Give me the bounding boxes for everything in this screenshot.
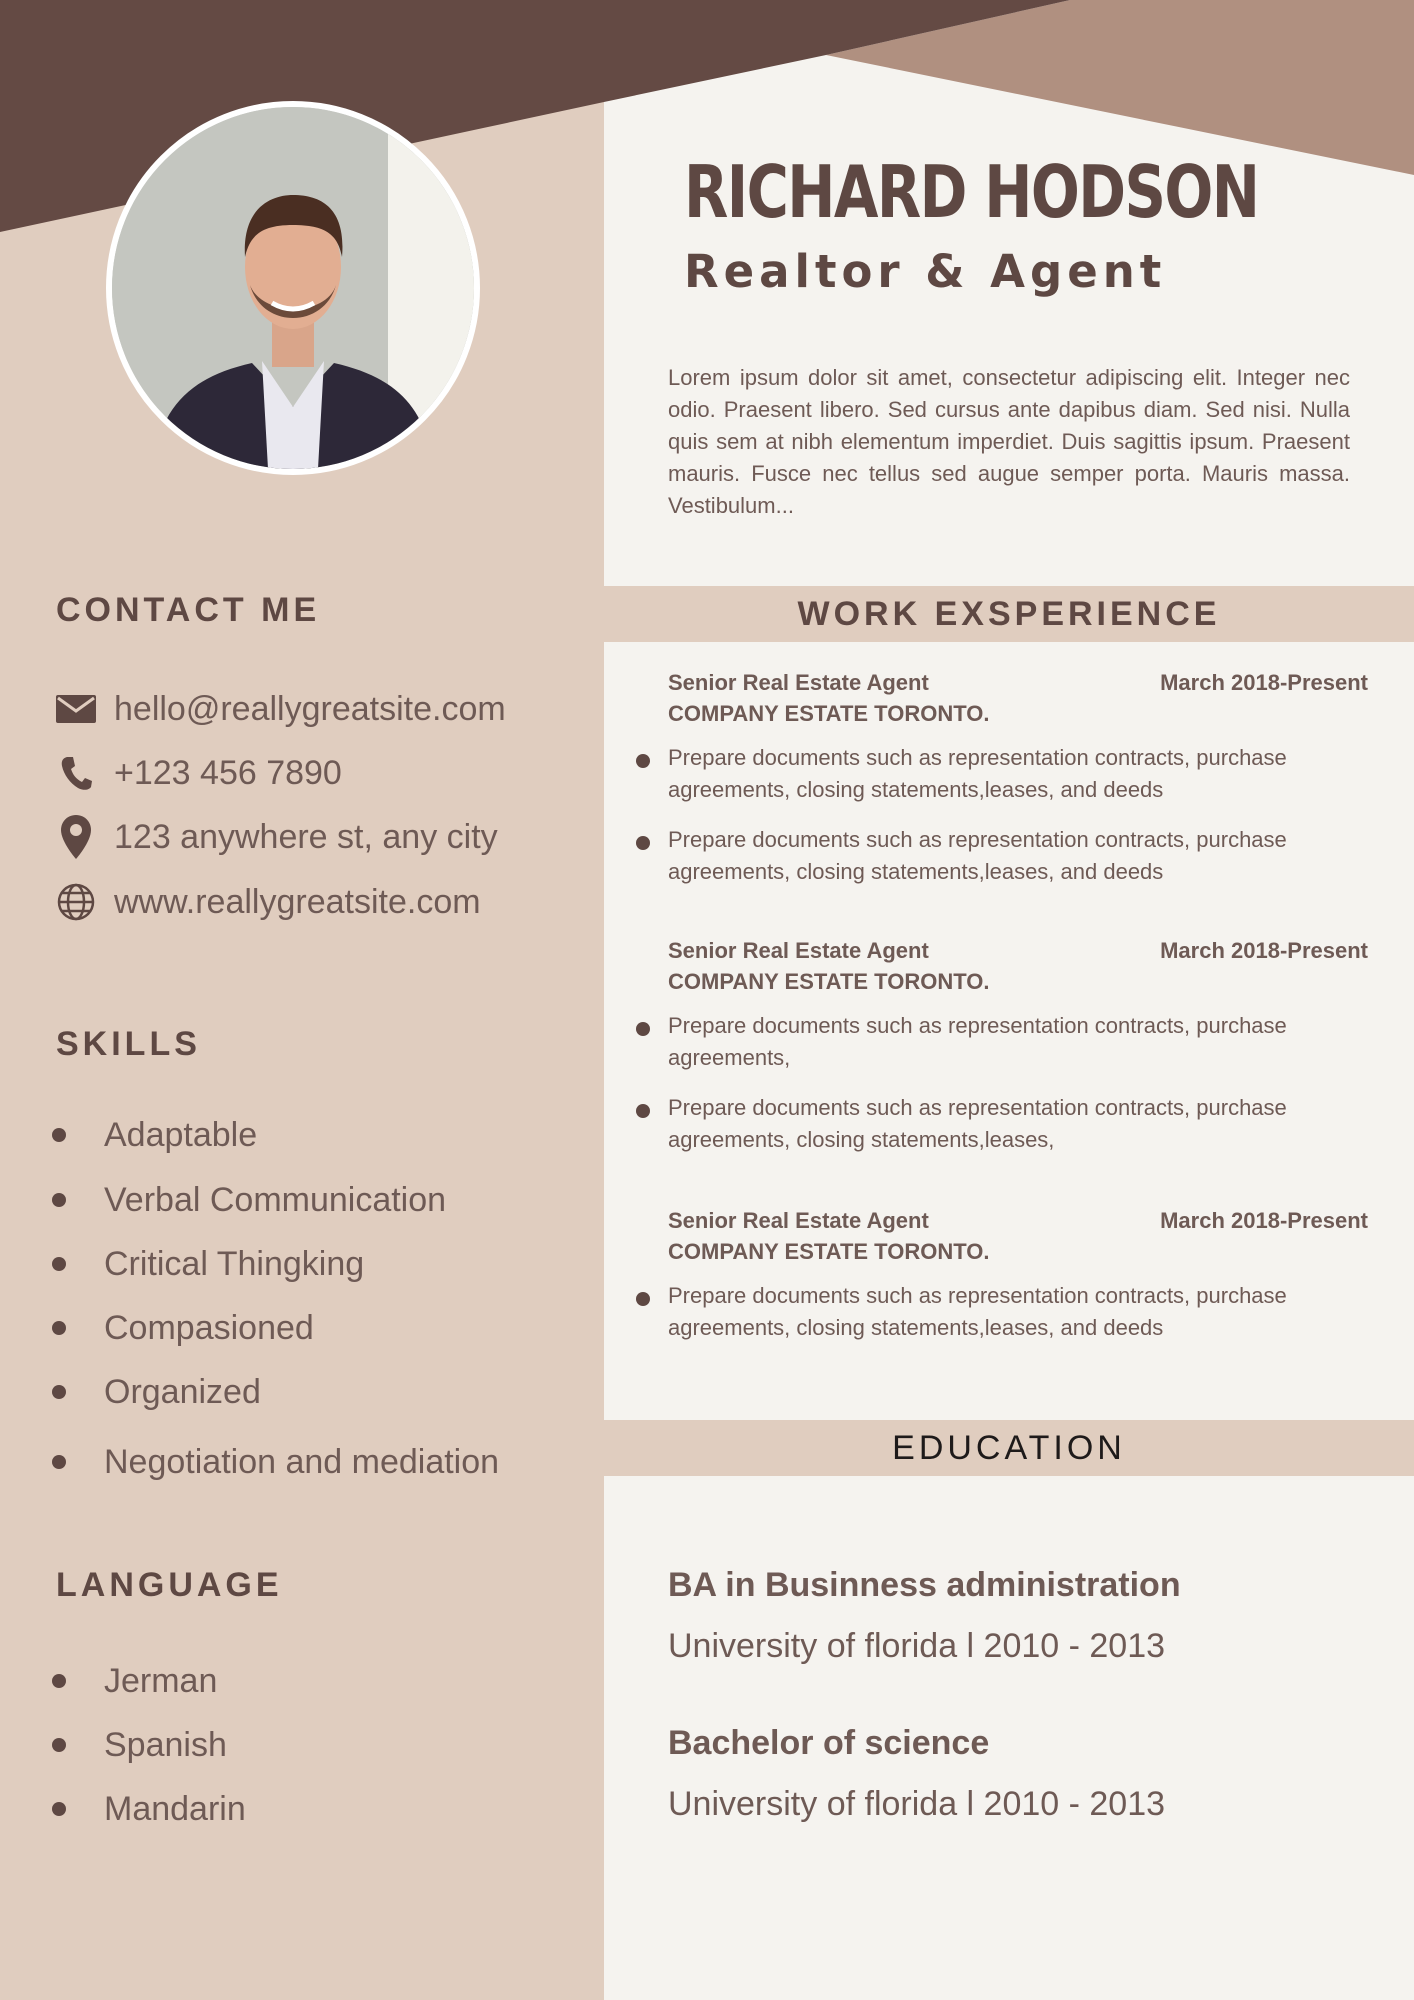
education-2-degree: Bachelor of science xyxy=(668,1724,990,1762)
language-text: Mandarin xyxy=(104,1789,246,1828)
skill-item xyxy=(52,1241,364,1287)
skill-item xyxy=(52,1177,446,1223)
job-2-duty xyxy=(636,1092,1356,1156)
bullet-dot xyxy=(636,754,650,768)
job-1-duty xyxy=(636,824,1356,888)
bullet-dot xyxy=(52,1128,66,1142)
education-1-degree: BA in Businness administration xyxy=(668,1566,1181,1604)
job-1-title: Senior Real Estate Agent xyxy=(668,670,929,695)
language-item xyxy=(52,1658,217,1704)
job-1-company: COMPANY ESTATE TORONTO. xyxy=(668,701,990,726)
skill-text: Adaptable xyxy=(104,1115,258,1154)
bullet-dot xyxy=(52,1674,66,1688)
bullet-dot xyxy=(636,1104,650,1118)
job-2-duty xyxy=(636,1010,1356,1074)
duty-text: Prepare documents such as representation contracts, purchase agreements, closing statements,leases, and deeds xyxy=(668,745,1287,802)
contact-heading: CONTACT ME xyxy=(56,591,321,629)
skills-heading: SKILLS xyxy=(56,1025,201,1063)
language-item xyxy=(52,1786,246,1832)
job-3-duty xyxy=(636,1280,1356,1344)
bullet-dot xyxy=(52,1802,66,1816)
language-heading: LANGUAGE xyxy=(56,1566,283,1604)
skill-item xyxy=(52,1439,499,1485)
skill-text: Verbal Communication xyxy=(104,1180,447,1219)
bullet-dot xyxy=(52,1321,66,1335)
contact-website-text: www.reallygreatsite.com xyxy=(114,882,481,921)
job-1-date: March 2018-Present xyxy=(1160,670,1368,695)
location-pin-icon xyxy=(56,817,96,857)
job-2-date: March 2018-Present xyxy=(1160,938,1368,963)
profile-summary: Lorem ipsum dolor sit amet, consectetur adipiscing elit. Integer nec odio. Praesent libero. Sed cursus ante dapibus diam. Sed nisi. Nulla quis sem at nibh elementum imperdiet. Duis sagittis ipsum. Praesent mauris. Fusce nec tellus sed augue semper porta. Mauris massa. Vestibulum... xyxy=(668,365,1350,518)
bullet-dot xyxy=(52,1385,66,1399)
mail-icon xyxy=(56,689,96,729)
contact-email xyxy=(56,684,506,734)
skill-item xyxy=(52,1305,314,1351)
education-1-school: University of florida l 2010 - 2013 xyxy=(668,1627,1166,1665)
skill-text: Compasioned xyxy=(104,1308,314,1347)
language-text: Spanish xyxy=(104,1725,227,1764)
candidate-name: RICHARD HODSON xyxy=(684,150,1259,234)
job-3-company: COMPANY ESTATE TORONTO. xyxy=(668,1239,990,1264)
work-experience-heading: WORK EXSPERIENCE xyxy=(797,594,1221,633)
contact-address-text: 123 anywhere st, any city xyxy=(114,817,498,856)
skill-item xyxy=(52,1369,261,1415)
language-item xyxy=(52,1722,227,1768)
job-3-date: March 2018-Present xyxy=(1160,1208,1368,1233)
bullet-dot xyxy=(52,1257,66,1271)
duty-text: Prepare documents such as representation contracts, purchase agreements, xyxy=(668,1013,1287,1070)
contact-website xyxy=(56,877,481,927)
bullet-dot xyxy=(52,1738,66,1752)
duty-text: Prepare documents such as representation contracts, purchase agreements, closing statements,leases, and deeds xyxy=(668,827,1287,884)
phone-icon xyxy=(56,753,96,793)
bullet-dot xyxy=(52,1193,66,1207)
job-2-title: Senior Real Estate Agent xyxy=(668,938,929,963)
bullet-dot xyxy=(52,1455,66,1469)
skill-item xyxy=(52,1112,257,1158)
globe-icon xyxy=(56,882,96,922)
education-2-school: University of florida l 2010 - 2013 xyxy=(668,1785,1166,1823)
language-text: Jerman xyxy=(104,1661,218,1700)
education-header xyxy=(604,1420,1414,1476)
work-experience-header xyxy=(604,586,1414,642)
job-3-title: Senior Real Estate Agent xyxy=(668,1208,929,1233)
job-2-company: COMPANY ESTATE TORONTO. xyxy=(668,969,990,994)
skill-text: Critical Thingking xyxy=(104,1244,365,1283)
duty-text: Prepare documents such as representation contracts, purchase agreements, closing statements,leases, xyxy=(668,1095,1287,1152)
skill-text: Organized xyxy=(104,1372,261,1411)
main-column xyxy=(604,0,1414,2000)
contact-address xyxy=(56,812,498,862)
bullet-dot xyxy=(636,1292,650,1306)
contact-phone xyxy=(56,748,342,798)
bullet-dot xyxy=(636,1022,650,1036)
duty-text: Prepare documents such as representation contracts, purchase agreements, closing statements,leases, and deeds xyxy=(668,1283,1287,1340)
person-avatar-icon xyxy=(112,107,474,469)
contact-phone-text: +123 456 7890 xyxy=(114,753,342,792)
job-1-duty xyxy=(636,742,1356,806)
candidate-role: Realtor & Agent xyxy=(684,245,1167,298)
contact-email-text: hello@reallygreatsite.com xyxy=(114,689,506,728)
skill-text: Negotiation and mediation xyxy=(104,1442,500,1481)
education-heading: EDUCATION xyxy=(892,1428,1126,1467)
profile-photo xyxy=(106,101,480,475)
bullet-dot xyxy=(636,836,650,850)
